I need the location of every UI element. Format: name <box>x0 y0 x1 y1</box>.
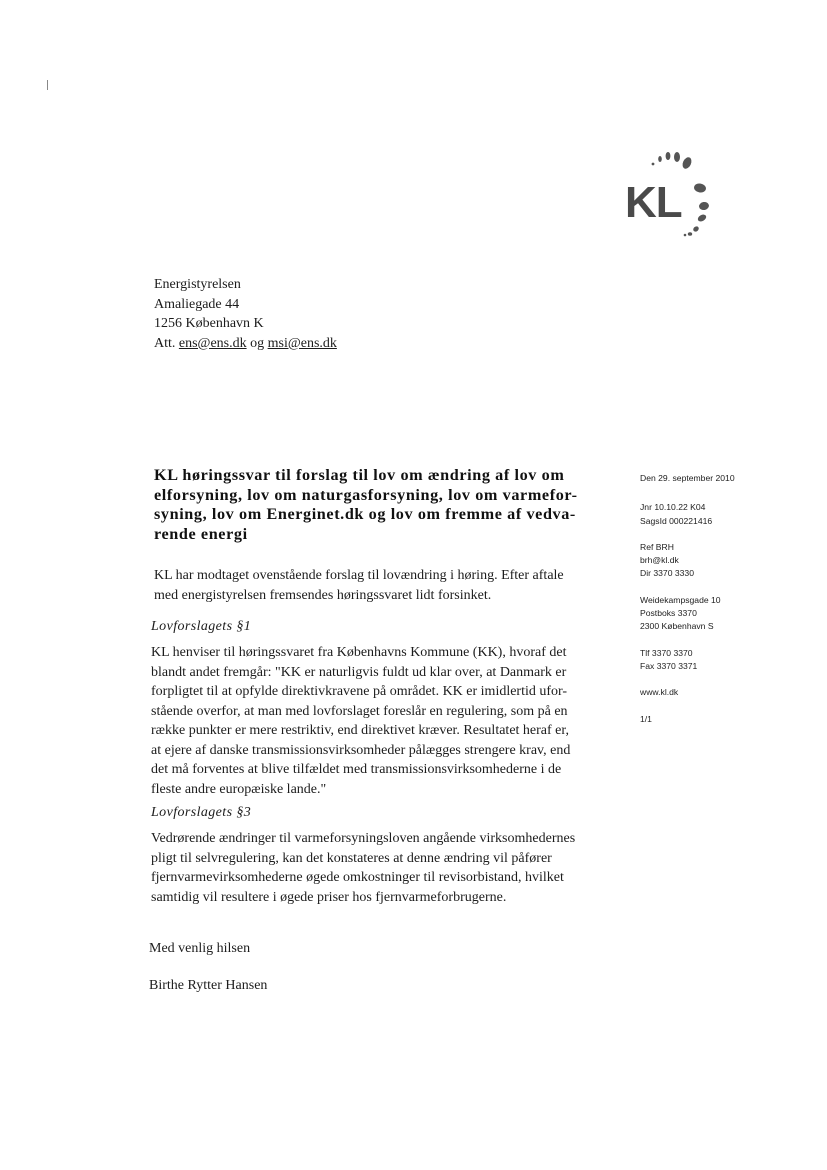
body-line: det må forventes at blive tilfældet med transmissionsvirksomhederne i de <box>151 762 562 777</box>
att-prefix: Att. <box>154 335 176 351</box>
title-line: elforsyning, lov om naturgasforsyning, lov om varmefor- <box>154 485 578 504</box>
phone: Tlf 3370 3370 <box>640 647 693 658</box>
section-1-paragraph <box>151 643 570 799</box>
kl-logo <box>615 150 725 245</box>
body-line: række punkter er mere restriktiv, end direktivet kræver. Resultatet heraf er, <box>151 723 569 738</box>
recipient-address <box>154 275 337 353</box>
sender-email[interactable]: brh@kl.dk <box>640 555 679 566</box>
fax: Fax 3370 3371 <box>640 660 698 671</box>
section-heading-3: Lovforslagets §3 <box>151 805 252 820</box>
section-heading-1: Lovforslagets §1 <box>151 619 252 634</box>
body-line: pligt til selvregulering, kan det konstateres at denne ændring vil påfører <box>151 850 552 866</box>
body-line: KL har modtaget ovenstående forslag til lovændring i høring. Efter aftale <box>154 568 564 583</box>
letter-date: Den 29. september 2010 <box>640 473 735 483</box>
signature-name: Birthe Rytter Hansen <box>149 978 268 993</box>
body-line: med energistyrelsen fremsendes høringssvaret lidt forsinket. <box>154 587 492 603</box>
email-link-msi[interactable]: msi@ens.dk <box>267 335 337 351</box>
sender-postbox: Postboks 3370 <box>640 608 697 619</box>
recipient-att <box>154 334 337 354</box>
scan-mark <box>47 80 48 90</box>
section-3-paragraph <box>151 829 575 907</box>
title-line: KL høringssvar til forslag til lov om ændring af lov om <box>154 466 565 484</box>
body-line: KL henviser til høringssvaret fra Københavns Kommune (KK), hvoraf det <box>151 645 567 660</box>
sender-street: Weidekampsgade 10 <box>640 594 721 605</box>
sender-city: 2300 København S <box>640 621 714 632</box>
title-line: syning, lov om Energinet.dk og lov om fremme af vedva- <box>154 505 576 523</box>
email-link-ens[interactable]: ens@ens.dk <box>178 335 247 351</box>
body-line: blandt andet fremgår: "KK er naturligvis fuldt ud klar over, at Danmark er <box>151 664 567 680</box>
body-line: stående overfor, at man med lovforslaget foreslår en regulering, som på en <box>151 703 568 719</box>
page-number: 1/1 <box>640 713 652 724</box>
letter-title <box>154 466 599 544</box>
body-line: Vedrørende ændringer til varmeforsyningsloven angående virksomhedernes <box>151 831 576 846</box>
sender-info-sidebar <box>640 472 800 726</box>
body-line: samtidig vil resultere i øgede priser hos fjernvarmeforbrugerne. <box>151 889 507 905</box>
title-line: rende energi <box>154 524 248 543</box>
recipient-name: Energistyrelsen <box>154 277 241 292</box>
body-line: fleste andre europæiske lande." <box>151 781 327 797</box>
body-line: forpligtet til at opfylde direktivkravene på området. KK er imidlertid ufor- <box>151 684 568 699</box>
intro-paragraph <box>154 566 564 605</box>
direct-phone: Dir 3370 3330 <box>640 568 694 579</box>
journal-number: Jnr 10.10.22 K04 <box>640 502 706 513</box>
recipient-street: Amaliegade 44 <box>154 296 240 312</box>
reference: Ref BRH <box>640 541 674 552</box>
case-id: SagsId 000221416 <box>640 515 713 526</box>
website-link[interactable]: www.kl.dk <box>640 687 679 698</box>
logo-text: KL <box>625 178 682 227</box>
att-joiner: og <box>250 335 265 351</box>
closing-text: Med venlig hilsen <box>149 941 251 956</box>
body-line: at ejere af danske transmissionsvirksomheder pålægges strengere krav, end <box>151 742 571 758</box>
body-line: fjernvarmevirksomhederne øgede omkostninger til revisorbistand, hvilket <box>151 870 564 885</box>
recipient-city: 1256 København K <box>154 316 264 331</box>
